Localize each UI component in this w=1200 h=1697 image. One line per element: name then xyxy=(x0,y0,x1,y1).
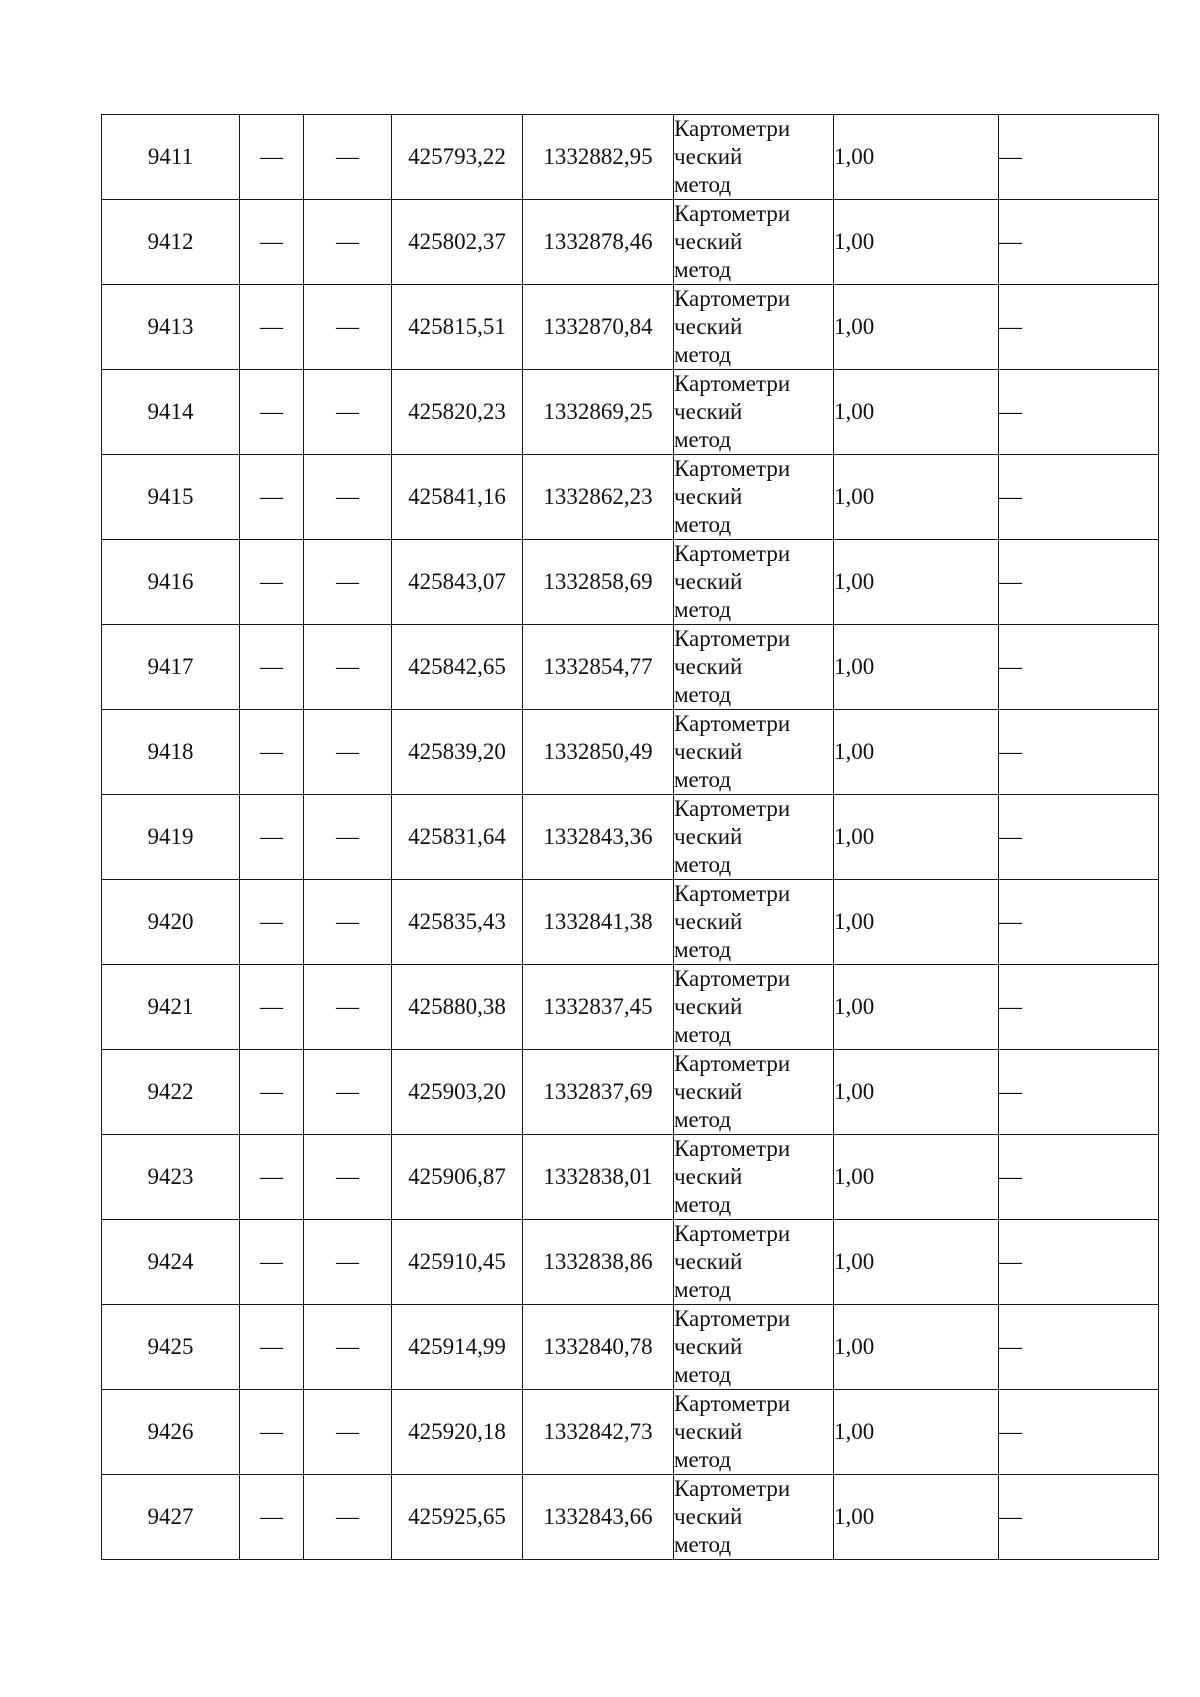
table-row xyxy=(102,1220,1159,1305)
table-row xyxy=(102,115,1159,200)
method-text-line: Картометри xyxy=(674,1051,791,1076)
method-text-line: метод xyxy=(674,172,732,197)
method-text-line: Картометри xyxy=(674,1306,791,1331)
method-text-line: ческий xyxy=(674,1249,743,1274)
method-text-line: ческий xyxy=(674,229,743,254)
description-cell: — xyxy=(999,540,1159,625)
coordinate-y-cell: 1332838,86 xyxy=(523,1220,674,1305)
method-cell xyxy=(674,1305,834,1390)
empty-value-cell: — xyxy=(304,285,392,370)
empty-value-cell: — xyxy=(304,115,392,200)
coordinate-y-cell: 1332854,77 xyxy=(523,625,674,710)
point-number-cell: 9418 xyxy=(102,710,240,795)
table-row xyxy=(102,200,1159,285)
method-text-line: метод xyxy=(674,597,732,622)
coordinate-y-cell: 1332869,25 xyxy=(523,370,674,455)
coordinate-x-cell: 425903,20 xyxy=(392,1050,523,1135)
table-row xyxy=(102,455,1159,540)
description-cell: — xyxy=(999,455,1159,540)
coordinate-y-cell: 1332843,36 xyxy=(523,795,674,880)
point-number-cell: 9411 xyxy=(102,115,240,200)
coordinate-y-cell: 1332882,95 xyxy=(523,115,674,200)
method-cell xyxy=(674,370,834,455)
description-cell: — xyxy=(999,880,1159,965)
method-text-line: Картометри xyxy=(674,286,791,311)
coordinate-x-cell: 425793,22 xyxy=(392,115,523,200)
method-cell xyxy=(674,1135,834,1220)
accuracy-cell: 1,00 xyxy=(834,625,999,710)
coordinate-x-cell: 425831,64 xyxy=(392,795,523,880)
method-text-line: метод xyxy=(674,682,732,707)
method-cell xyxy=(674,115,834,200)
table-row xyxy=(102,285,1159,370)
empty-value-cell: — xyxy=(240,285,304,370)
description-cell: — xyxy=(999,285,1159,370)
method-cell xyxy=(674,540,834,625)
method-text-line: ческий xyxy=(674,399,743,424)
method-text-line: метод xyxy=(674,1107,732,1132)
empty-value-cell: — xyxy=(240,1220,304,1305)
method-text-line: Картометри xyxy=(674,966,791,991)
method-text-line: метод xyxy=(674,1447,732,1472)
coordinate-y-cell: 1332850,49 xyxy=(523,710,674,795)
method-text-line: метод xyxy=(674,427,732,452)
coordinate-x-cell: 425820,23 xyxy=(392,370,523,455)
method-cell xyxy=(674,285,834,370)
coordinate-x-cell: 425920,18 xyxy=(392,1390,523,1475)
method-text-line: ческий xyxy=(674,314,743,339)
table-row xyxy=(102,1305,1159,1390)
table-row xyxy=(102,1390,1159,1475)
method-text-line: метод xyxy=(674,1532,732,1557)
table-row xyxy=(102,880,1159,965)
point-number-cell: 9413 xyxy=(102,285,240,370)
empty-value-cell: — xyxy=(240,1135,304,1220)
table-row xyxy=(102,625,1159,710)
empty-value-cell: — xyxy=(304,710,392,795)
empty-value-cell: — xyxy=(240,115,304,200)
description-cell: — xyxy=(999,1220,1159,1305)
method-text-line: метод xyxy=(674,767,732,792)
method-text-line: Картометри xyxy=(674,456,791,481)
method-text-line: метод xyxy=(674,1192,732,1217)
empty-value-cell: — xyxy=(304,965,392,1050)
coordinate-x-cell: 425914,99 xyxy=(392,1305,523,1390)
empty-value-cell: — xyxy=(304,455,392,540)
method-text-line: Картометри xyxy=(674,1391,791,1416)
coordinate-x-cell: 425842,65 xyxy=(392,625,523,710)
coordinate-y-cell: 1332858,69 xyxy=(523,540,674,625)
accuracy-cell: 1,00 xyxy=(834,370,999,455)
method-text-line: Картометри xyxy=(674,881,791,906)
method-text-line: метод xyxy=(674,512,732,537)
empty-value-cell: — xyxy=(304,1390,392,1475)
description-cell: — xyxy=(999,795,1159,880)
method-text-line: ческий xyxy=(674,144,743,169)
point-number-cell: 9417 xyxy=(102,625,240,710)
point-number-cell: 9412 xyxy=(102,200,240,285)
point-number-cell: 9416 xyxy=(102,540,240,625)
coordinate-x-cell: 425835,43 xyxy=(392,880,523,965)
point-number-cell: 9426 xyxy=(102,1390,240,1475)
description-cell: — xyxy=(999,370,1159,455)
description-cell: — xyxy=(999,1135,1159,1220)
coordinates-table xyxy=(101,114,1159,1560)
description-cell: — xyxy=(999,965,1159,1050)
method-text-line: Картометри xyxy=(674,116,791,141)
method-cell xyxy=(674,1390,834,1475)
point-number-cell: 9421 xyxy=(102,965,240,1050)
method-text-line: Картометри xyxy=(674,1476,791,1501)
accuracy-cell: 1,00 xyxy=(834,285,999,370)
table-row xyxy=(102,795,1159,880)
table-row xyxy=(102,540,1159,625)
coordinate-x-cell: 425843,07 xyxy=(392,540,523,625)
accuracy-cell: 1,00 xyxy=(834,455,999,540)
empty-value-cell: — xyxy=(240,1475,304,1560)
empty-value-cell: — xyxy=(304,370,392,455)
coordinate-x-cell: 425839,20 xyxy=(392,710,523,795)
point-number-cell: 9422 xyxy=(102,1050,240,1135)
method-text-line: ческий xyxy=(674,1419,743,1444)
accuracy-cell: 1,00 xyxy=(834,1220,999,1305)
point-number-cell: 9419 xyxy=(102,795,240,880)
method-cell xyxy=(674,200,834,285)
empty-value-cell: — xyxy=(240,880,304,965)
method-text-line: метод xyxy=(674,257,732,282)
empty-value-cell: — xyxy=(240,1390,304,1475)
point-number-cell: 9415 xyxy=(102,455,240,540)
coordinate-y-cell: 1332843,66 xyxy=(523,1475,674,1560)
accuracy-cell: 1,00 xyxy=(834,1305,999,1390)
empty-value-cell: — xyxy=(240,370,304,455)
accuracy-cell: 1,00 xyxy=(834,115,999,200)
method-text-line: метод xyxy=(674,1362,732,1387)
coordinate-y-cell: 1332870,84 xyxy=(523,285,674,370)
method-cell xyxy=(674,795,834,880)
coordinate-x-cell: 425925,65 xyxy=(392,1475,523,1560)
description-cell: — xyxy=(999,200,1159,285)
empty-value-cell: — xyxy=(240,965,304,1050)
method-text-line: ческий xyxy=(674,569,743,594)
coordinate-y-cell: 1332837,45 xyxy=(523,965,674,1050)
method-cell xyxy=(674,710,834,795)
coordinate-x-cell: 425841,16 xyxy=(392,455,523,540)
method-text-line: ческий xyxy=(674,994,743,1019)
method-cell xyxy=(674,880,834,965)
point-number-cell: 9423 xyxy=(102,1135,240,1220)
empty-value-cell: — xyxy=(240,625,304,710)
table-row xyxy=(102,965,1159,1050)
method-text-line: ческий xyxy=(674,484,743,509)
method-text-line: метод xyxy=(674,342,732,367)
coordinate-y-cell: 1332838,01 xyxy=(523,1135,674,1220)
table-body xyxy=(102,115,1159,1560)
description-cell: — xyxy=(999,1305,1159,1390)
accuracy-cell: 1,00 xyxy=(834,200,999,285)
method-text-line: ческий xyxy=(674,824,743,849)
empty-value-cell: — xyxy=(240,1305,304,1390)
accuracy-cell: 1,00 xyxy=(834,795,999,880)
table-row xyxy=(102,1050,1159,1135)
accuracy-cell: 1,00 xyxy=(834,880,999,965)
coordinate-x-cell: 425906,87 xyxy=(392,1135,523,1220)
method-text-line: Картометри xyxy=(674,711,791,736)
method-cell xyxy=(674,455,834,540)
accuracy-cell: 1,00 xyxy=(834,965,999,1050)
empty-value-cell: — xyxy=(304,1220,392,1305)
coordinate-y-cell: 1332842,73 xyxy=(523,1390,674,1475)
description-cell: — xyxy=(999,710,1159,795)
empty-value-cell: — xyxy=(304,795,392,880)
method-text-line: ческий xyxy=(674,654,743,679)
empty-value-cell: — xyxy=(304,200,392,285)
point-number-cell: 9424 xyxy=(102,1220,240,1305)
accuracy-cell: 1,00 xyxy=(834,540,999,625)
coordinate-x-cell: 425880,38 xyxy=(392,965,523,1050)
method-text-line: Картометри xyxy=(674,1136,791,1161)
coordinate-x-cell: 425815,51 xyxy=(392,285,523,370)
empty-value-cell: — xyxy=(240,455,304,540)
coordinate-y-cell: 1332840,78 xyxy=(523,1305,674,1390)
table-row xyxy=(102,1475,1159,1560)
method-text-line: Картометри xyxy=(674,371,791,396)
method-text-line: Картометри xyxy=(674,1221,791,1246)
method-text-line: ческий xyxy=(674,909,743,934)
method-text-line: Картометри xyxy=(674,626,791,651)
accuracy-cell: 1,00 xyxy=(834,1475,999,1560)
method-text-line: Картометри xyxy=(674,201,791,226)
empty-value-cell: — xyxy=(240,795,304,880)
method-text-line: ческий xyxy=(674,1079,743,1104)
method-text-line: ческий xyxy=(674,1334,743,1359)
method-text-line: ческий xyxy=(674,739,743,764)
empty-value-cell: — xyxy=(304,1305,392,1390)
empty-value-cell: — xyxy=(304,540,392,625)
accuracy-cell: 1,00 xyxy=(834,710,999,795)
method-text-line: метод xyxy=(674,1022,732,1047)
method-text-line: метод xyxy=(674,1277,732,1302)
method-text-line: Картометри xyxy=(674,541,791,566)
point-number-cell: 9420 xyxy=(102,880,240,965)
method-cell xyxy=(674,625,834,710)
table-row xyxy=(102,1135,1159,1220)
empty-value-cell: — xyxy=(304,880,392,965)
method-cell xyxy=(674,1475,834,1560)
method-text-line: ческий xyxy=(674,1504,743,1529)
empty-value-cell: — xyxy=(304,1475,392,1560)
description-cell: — xyxy=(999,625,1159,710)
empty-value-cell: — xyxy=(304,1135,392,1220)
accuracy-cell: 1,00 xyxy=(834,1390,999,1475)
method-text-line: Картометри xyxy=(674,796,791,821)
coordinate-x-cell: 425910,45 xyxy=(392,1220,523,1305)
coordinate-y-cell: 1332862,23 xyxy=(523,455,674,540)
empty-value-cell: — xyxy=(304,1050,392,1135)
empty-value-cell: — xyxy=(240,710,304,795)
table-row xyxy=(102,710,1159,795)
method-text-line: метод xyxy=(674,937,732,962)
description-cell: — xyxy=(999,1050,1159,1135)
method-cell xyxy=(674,965,834,1050)
accuracy-cell: 1,00 xyxy=(834,1135,999,1220)
table-row xyxy=(102,370,1159,455)
empty-value-cell: — xyxy=(240,540,304,625)
point-number-cell: 9425 xyxy=(102,1305,240,1390)
empty-value-cell: — xyxy=(240,1050,304,1135)
accuracy-cell: 1,00 xyxy=(834,1050,999,1135)
method-cell xyxy=(674,1050,834,1135)
description-cell: — xyxy=(999,1390,1159,1475)
point-number-cell: 9427 xyxy=(102,1475,240,1560)
point-number-cell: 9414 xyxy=(102,370,240,455)
method-text-line: ческий xyxy=(674,1164,743,1189)
method-cell xyxy=(674,1220,834,1305)
coordinate-y-cell: 1332841,38 xyxy=(523,880,674,965)
coordinate-y-cell: 1332837,69 xyxy=(523,1050,674,1135)
coordinate-x-cell: 425802,37 xyxy=(392,200,523,285)
empty-value-cell: — xyxy=(240,200,304,285)
description-cell: — xyxy=(999,1475,1159,1560)
method-text-line: метод xyxy=(674,852,732,877)
coordinate-y-cell: 1332878,46 xyxy=(523,200,674,285)
empty-value-cell: — xyxy=(304,625,392,710)
description-cell: — xyxy=(999,115,1159,200)
